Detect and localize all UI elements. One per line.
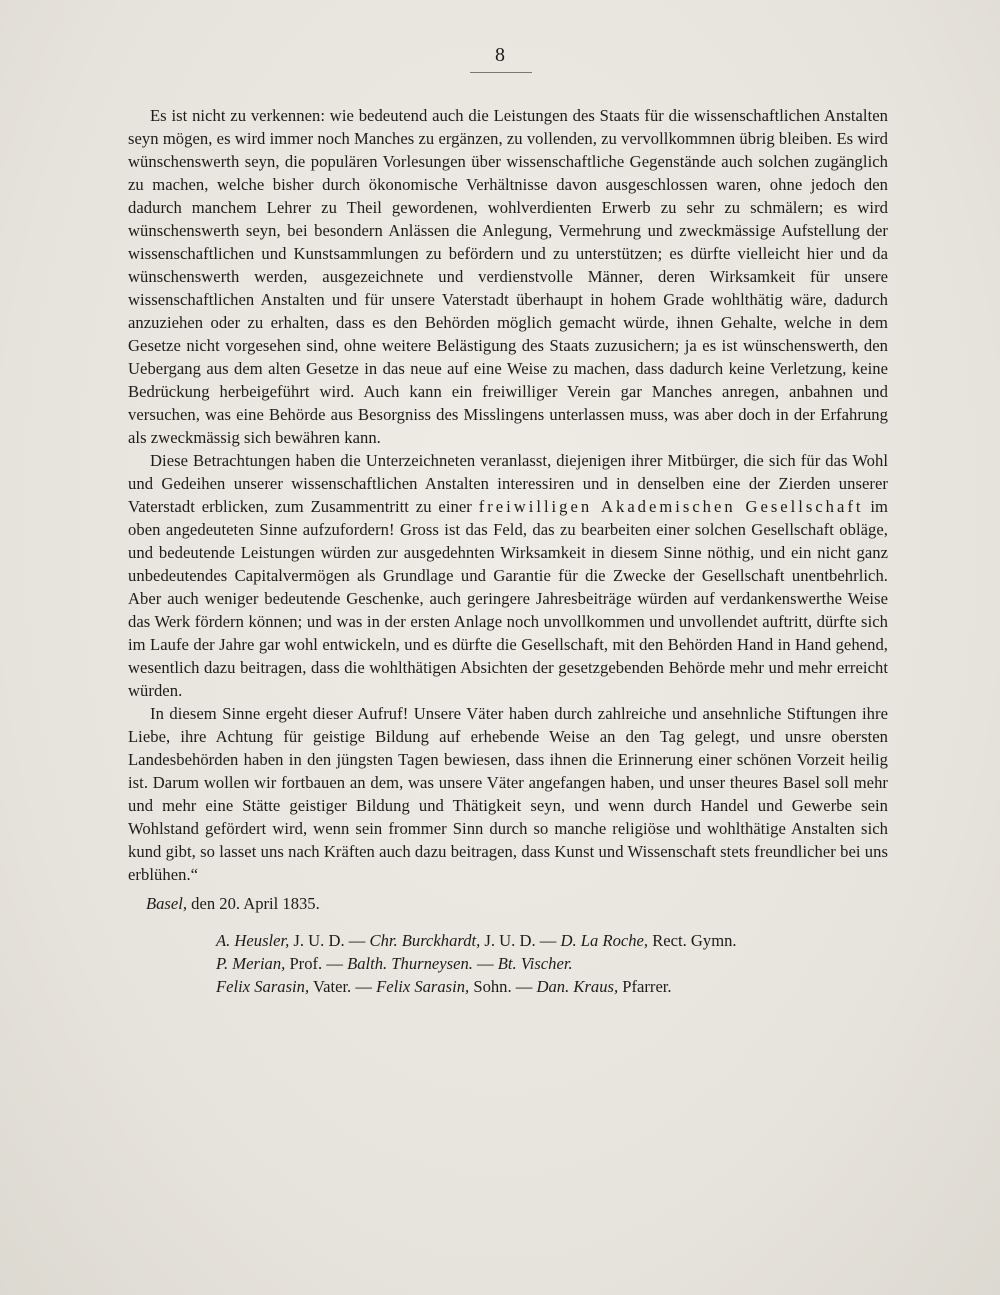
paragraph-text: Diese Betrachtungen haben die Unterzeichneten veranlasst, diejenigen ihrer Mitbürger, die sich für das Wohl und Gedeihen unserer wissenschaftlichen Anstalten interessiren und in denselben eine der Zierden unserer Vaterstadt erblicken, zum Zusammentritt zu einer — [128, 451, 888, 516]
signatory-title: J. U. D. — — [289, 931, 370, 950]
signatory-title: — — [472, 954, 498, 973]
signatory-title: Vater. — — [309, 977, 377, 996]
paragraph-text: im oben angedeuteten Sinne aufzufordern! Gross ist das Feld, das zu bearbeiten einer solchen Gesellschaft obläge, und bedeutende Leistungen würden zur ausgedehnten Wirksamkeit in diesem Sinne nöthig, und ein nicht ganz unbedeutendes Capitalvermögen als Grundlage und Garantie für die Zwecke der Gesellschaft unentbehrlich. Aber auch weniger bedeutende Geschenke, auch geringere Jahresbeiträge würden auf verdankenswerthe Weise das Werk fördern können; und was in der ersten Anlage noch unvollkommen und unvollendet auftritt, dürfte sich im Laufe der Jahre gar wohl entwickeln, und es dürfte die Gesellschaft, mit den Behörden Hand in Hand gehend, wesentlich dazu beitragen, dass die wohlthätigen Absichten der gesetzgebenden Behörde mehr und mehr erreicht würden. — [128, 497, 888, 700]
signature-line — [216, 952, 888, 975]
paragraph — [128, 449, 888, 702]
date-line — [146, 892, 888, 915]
signatory-name: P. Merian, — [216, 954, 286, 973]
date-text: den 20. April 1835. — [187, 894, 320, 913]
signatory-name: Felix Sarasin, — [376, 977, 470, 996]
paragraph — [128, 104, 888, 449]
date-place: Basel, — [146, 894, 188, 913]
signatory-name: Bt. Vischer. — [497, 954, 573, 973]
signatory-title: Rect. Gymn. — [648, 931, 737, 950]
signatory-title: J. U. D. — — [480, 931, 561, 950]
signatory-title: Sohn. — — [469, 977, 537, 996]
body-text — [128, 104, 888, 998]
spaced-emphasis-text: freiwilligen Akademischen Gesellschaft — [478, 497, 864, 516]
page-number-rule — [470, 72, 532, 73]
signature-line — [216, 929, 888, 952]
signatory-title: Prof. — — [285, 954, 348, 973]
signatory-title: Pfarrer. — [618, 977, 672, 996]
page-number: 8 — [495, 44, 505, 66]
signatory-name: Felix Sarasin, — [216, 977, 310, 996]
signatory-name: Balth. Thurneysen. — [347, 954, 473, 973]
signatory-name: Chr. Burckhardt, — [369, 931, 481, 950]
signatures — [216, 929, 888, 998]
paragraphs — [128, 104, 888, 886]
signatory-name: D. La Roche, — [560, 931, 649, 950]
signatory-name: Dan. Kraus, — [536, 977, 619, 996]
signature-line — [216, 975, 888, 998]
paragraph-text: In diesem Sinne ergeht dieser Aufruf! Unsere Väter haben durch zahlreiche und ansehnliche Stiftungen ihre Liebe, ihre Achtung für geistige Bildung auf erhebende Weise an den Tag gelegt, und unsre obersten Landesbehörden haben in den jüngsten Tagen bewiesen, dass ihnen die Erinnerung einer schönen Vorzeit heilig ist. Darum wollen wir fortbauen an dem, was unsere Väter angefangen haben, und unser theures Basel soll mehr und mehr eine Stätte geistiger Bildung und Thätigkeit seyn, und wenn durch Handel und Gewerbe sein Wohlstand gefördert wird, wenn sein frommer Sinn durch so manche religiöse und wohlthätige Anstalten sich kund gibt, so lasset uns nach Kräften auch dazu beitragen, dass Kunst und Wissenschaft stets freundlicher bei uns erblühen.“ — [128, 704, 888, 884]
paragraph — [128, 702, 888, 886]
paragraph-text: Es ist nicht zu verkennen: wie bedeutend auch die Leistungen des Staats für die wissenschaftlichen Anstalten seyn mögen, es wird immer noch Manches zu ergänzen, zu vollenden, zu vervollkommnen übrig bleiben. Es wird wünschenswerth seyn, die populären Vorlesungen über wissenschaftliche Gegenstände auch solchen zugänglich zu machen, welche bisher durch ökonomische Verhältnisse davon ausgeschlossen waren, ohne jedoch den dadurch manchem Lehrer zu Theil gewordenen, wohlverdienten Erwerb zu sehr zu schmälern; es wird wünschenswerth seyn, bei besondern Anlässen die Anlegung, Vermehrung und zweckmässige Aufstellung der wissenschaftlichen und Kunstsammlungen zu befördern und zu unterstützen; es dürfte vielleicht hier und da wünschenswerth werden, ausgezeichnete und verdienstvolle Männer, deren Wirksamkeit für unsere wissenschaftlichen Anstalten und für unsere Vaterstadt überhaupt in hohem Grade wohlthätig wäre, dadurch anzuziehen oder zu erhalten, dass es den Behörden möglich gemacht würde, ihnen Gehalte, welche in dem Gesetze nicht vorgesehen sind, ohne weitere Belästigung des Staats zuzusichern; ja es ist wünschenswerth, den Uebergang aus dem alten Gesetze in das neue auf eine Weise zu machen, dass dadurch keine Verletzung, keine Bedrückung herbeigeführt wird. Auch kann ein freiwilliger Verein gar Manches anregen, anbahnen und versuchen, was eine Behörde aus Besorgniss des Misslingens unterlassen muss, was aber doch in der Erfahrung als zweckmässig sich bewähren kann. — [128, 106, 888, 447]
signatory-name: A. Heusler, — [216, 931, 290, 950]
